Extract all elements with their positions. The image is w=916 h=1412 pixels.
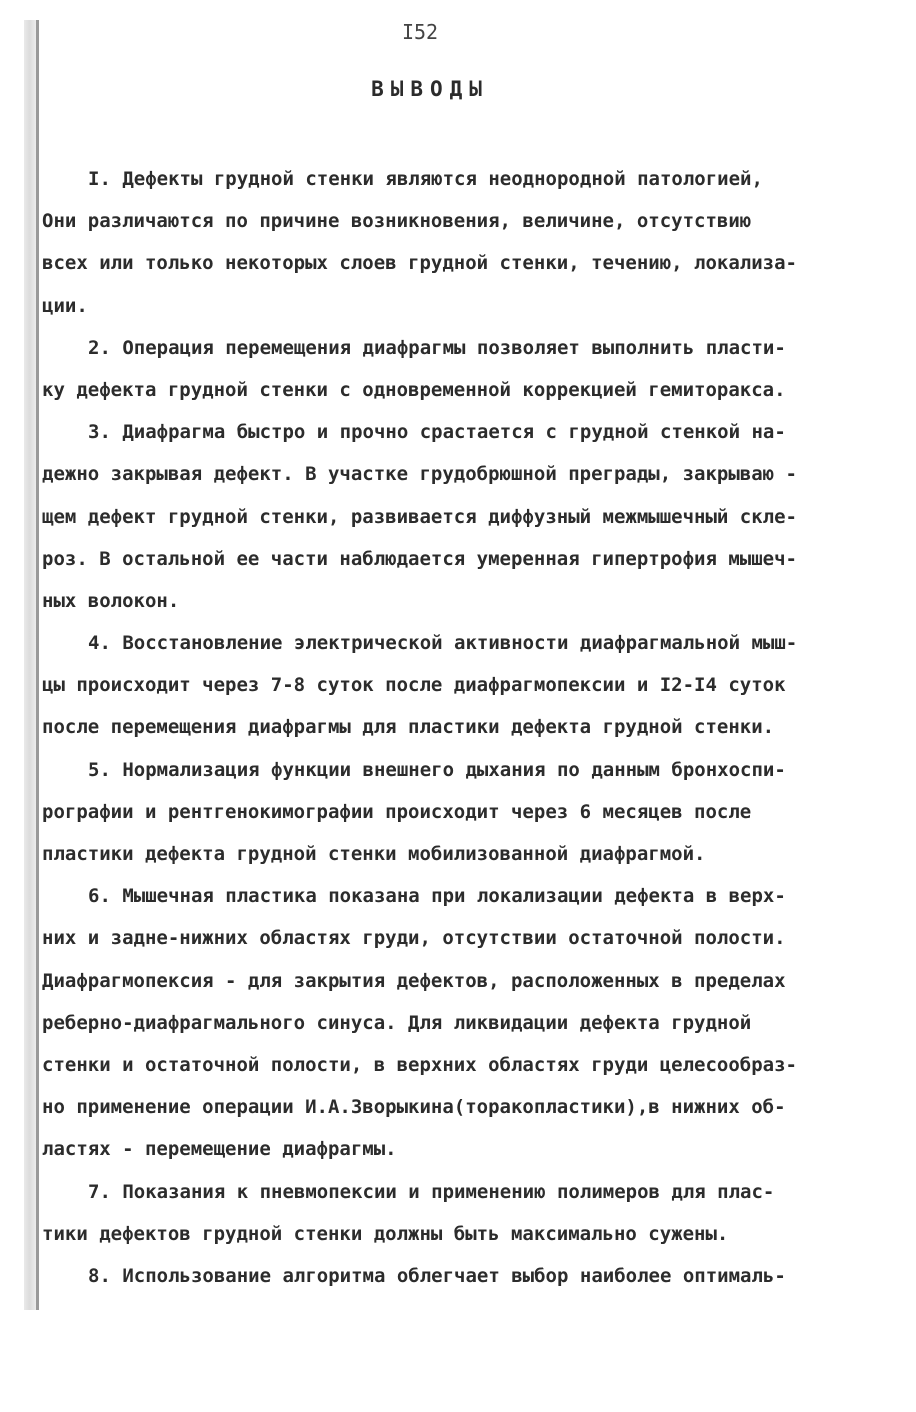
text-line: 3. Диафрагма быстро и прочно срастается с грудной стенкой на- <box>88 421 786 444</box>
text-line: дежно закрывая дефект. В участке грудобрюшной преграды, закрываю - <box>42 463 797 486</box>
text-line: 8. Использование алгоритма облегчает выбор наиболее оптималь- <box>88 1264 786 1287</box>
text-line: роз. В остальной ее части наблюдается умеренная гипертрофия мышеч- <box>42 547 797 570</box>
page-number: I52 <box>401 20 439 44</box>
page-title: ВЫВОДЫ <box>371 77 489 101</box>
text-line: Они различаются по причине возникновения, величине, отсутствию <box>42 210 752 233</box>
text-line: после перемещения диафрагмы для пластики дефекта грудной стенки. <box>42 716 775 739</box>
text-line: но применение операции И.А.Зворыкина(торакопластики),в нижних об- <box>42 1096 786 1119</box>
body-text <box>42 158 894 1297</box>
text-line: тики дефектов грудной стенки должны быть максимально сужены. <box>42 1222 729 1245</box>
text-line: реберно-диафрагмального синуса. Для ликвидации дефекта грудной <box>42 1011 752 1034</box>
text-line: 4. Восстановление электрической активности диафрагмальной мыш- <box>88 632 798 655</box>
text-line: рографии и рентгенокимографии происходит через 6 месяцев после <box>42 800 752 823</box>
text-line: ции. <box>42 294 88 317</box>
text-line: I. Дефекты грудной стенки являются неоднородной патологией, <box>88 168 763 190</box>
text-line: ку дефекта грудной стенки с одновременной коррекцией гемиторакса. <box>42 378 786 401</box>
text-line: них и задне-нижних областях груди, отсутствии остаточной полости. <box>42 927 786 950</box>
text-line: ных волокон. <box>42 589 180 612</box>
text-line: ластях - перемещение диафрагмы. <box>42 1138 397 1161</box>
text-line: стенки и остаточной полости, в верхних областях груди целесообраз- <box>42 1053 797 1076</box>
text-line: щем дефект грудной стенки, развивается диффузный межмышечный скле- <box>42 505 797 528</box>
text-line: 5. Нормализация функции внешнего дыхания по данным бронхоспи- <box>88 758 786 781</box>
binding-edge <box>36 20 39 1310</box>
text-line: пластики дефекта грудной стенки мобилизованной диафрагмой. <box>42 843 706 865</box>
text-line: 2. Операция перемещения диафрагмы позволяет выполнить пласти- <box>88 336 786 359</box>
text-line: 7. Показания к пневмопексии и применению полимеров для плас- <box>88 1180 775 1203</box>
text-line: цы происходит через 7-8 суток после диафрагмопексии и I2-I4 суток <box>42 674 786 697</box>
text-line: всех или только некоторых слоев грудной стенки, течению, локализа- <box>42 252 797 275</box>
text-line: 6. Мышечная пластика показана при локализации дефекта в верх- <box>88 885 786 908</box>
text-line: Диафрагмопексия - для закрытия дефектов, расположенных в пределах <box>42 969 786 992</box>
